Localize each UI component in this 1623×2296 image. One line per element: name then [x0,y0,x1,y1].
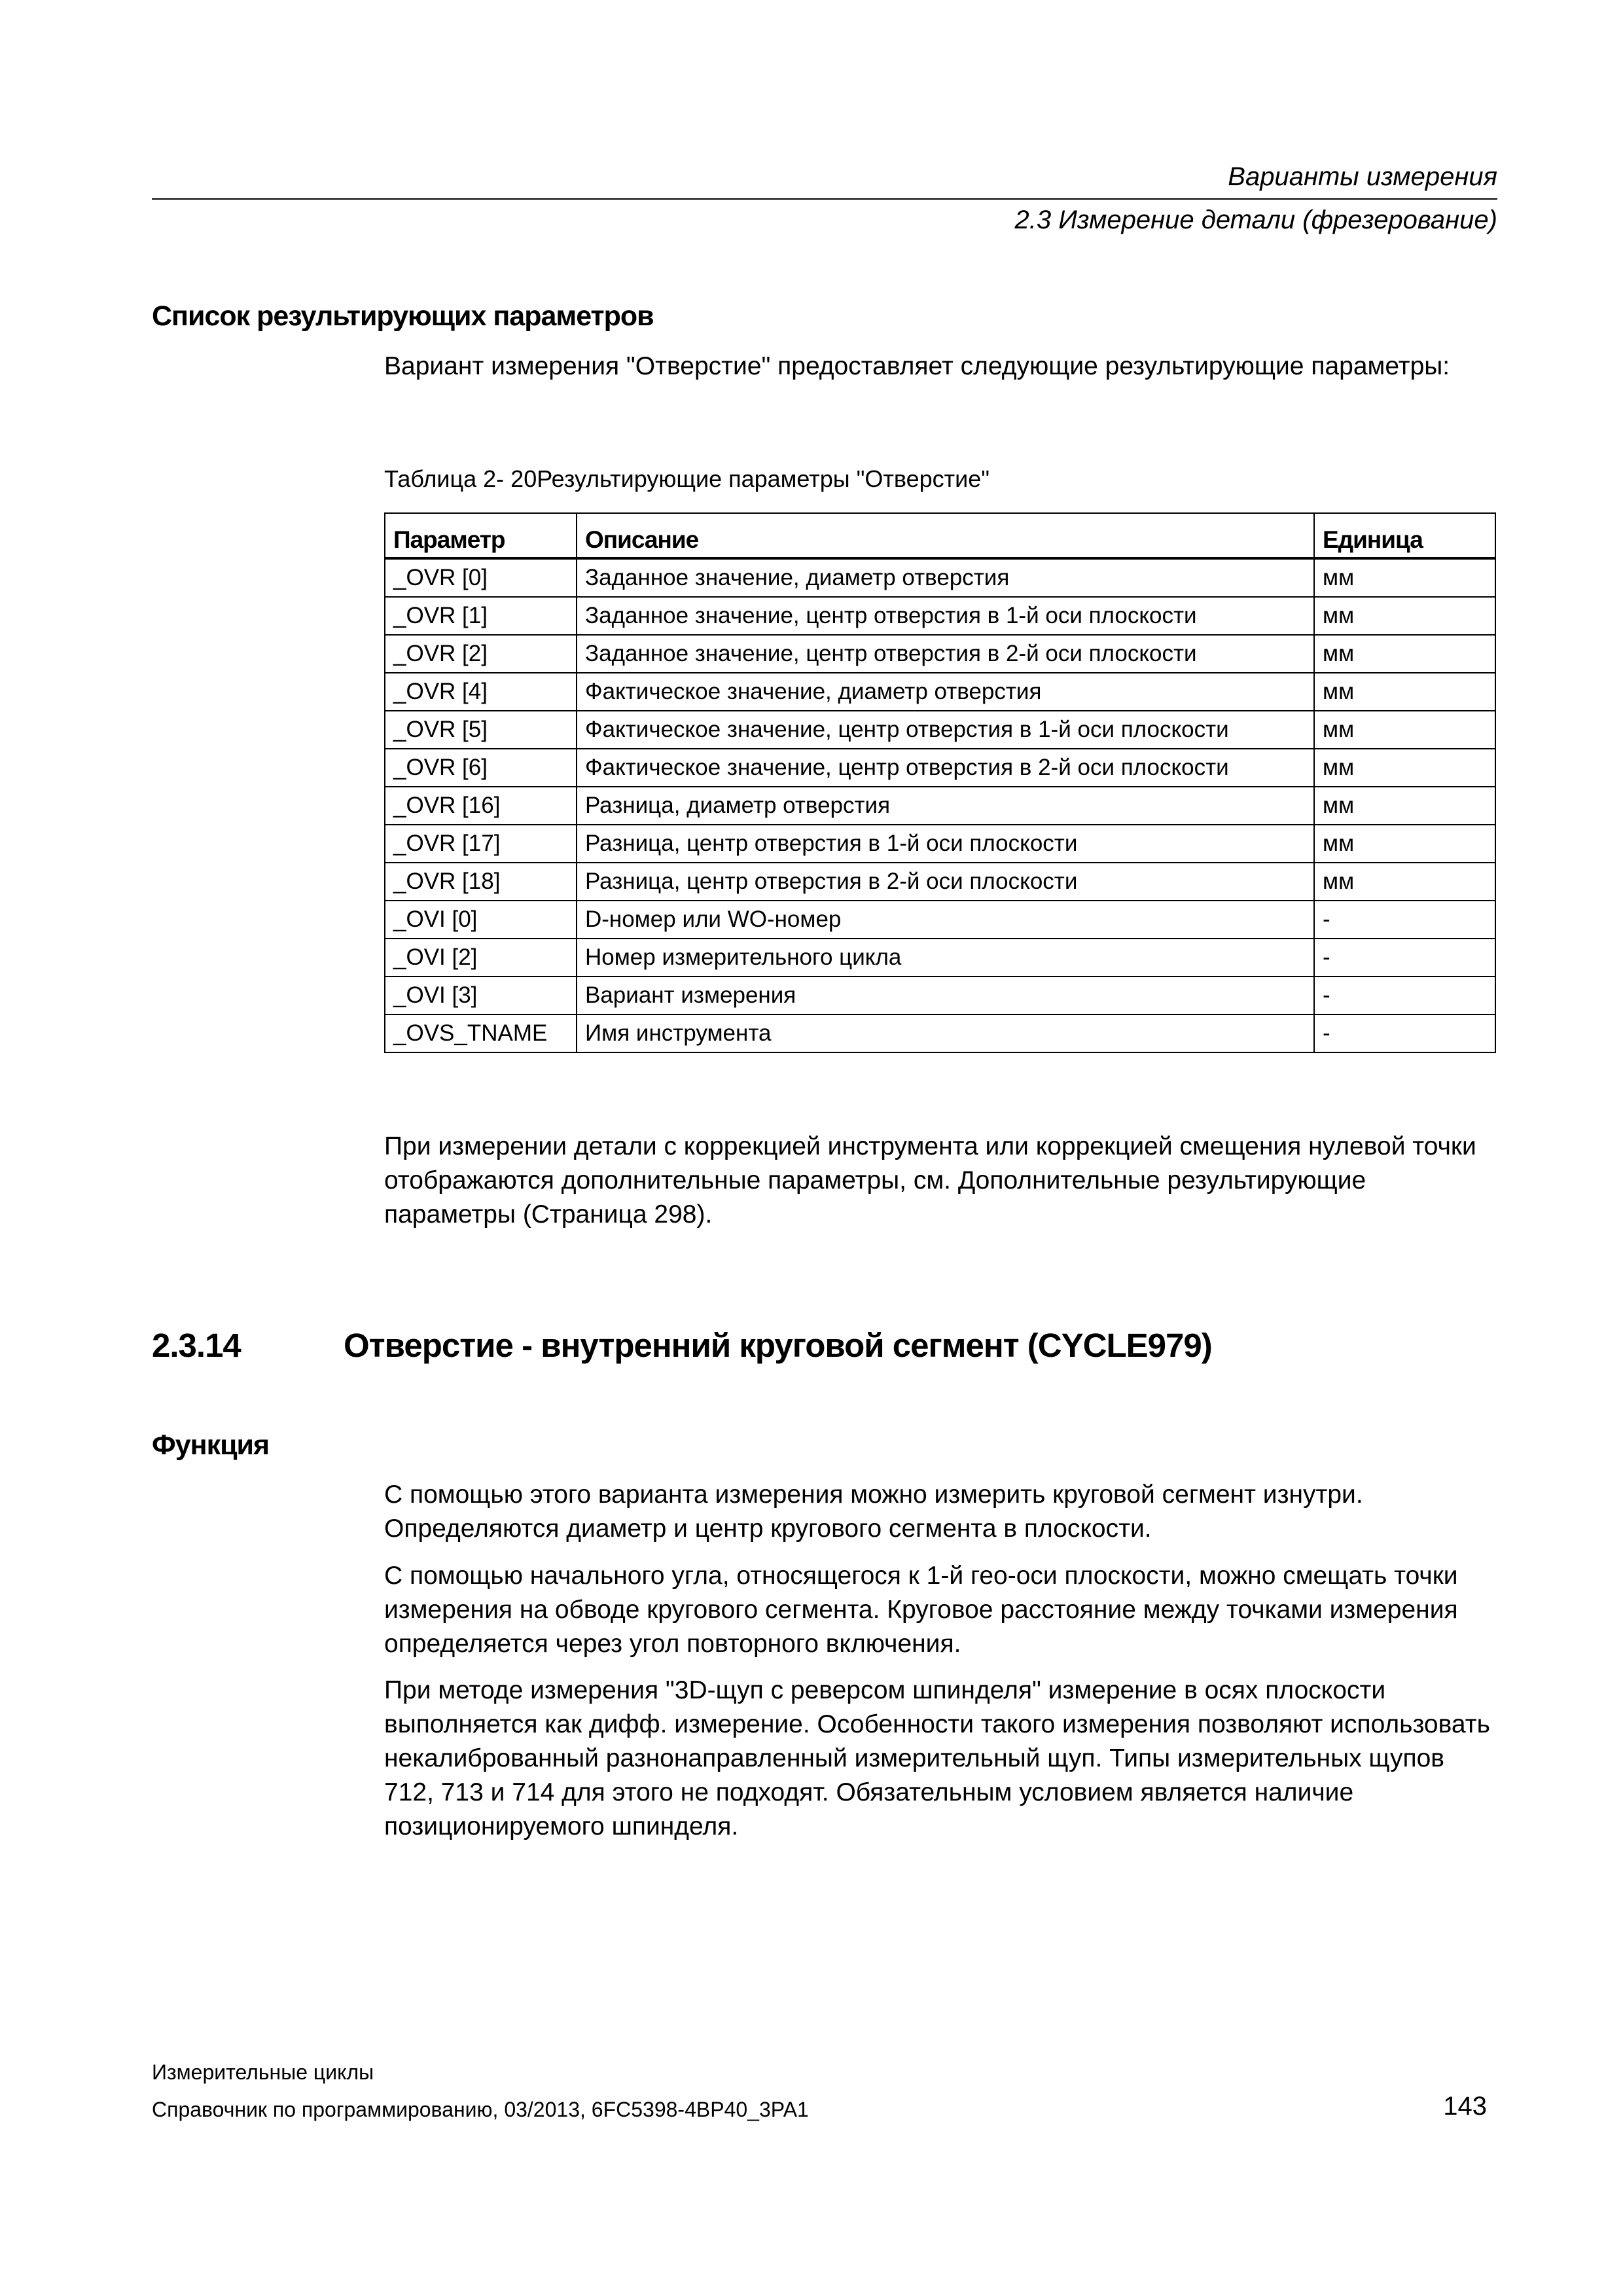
table-row [385,635,1495,673]
cell-parameter: _OVR [6] [385,749,577,787]
cell-description: Заданное значение, центр отверстия в 2-й оси плоскости [577,635,1314,673]
table-row [385,558,1495,597]
table-row [385,825,1495,863]
table-row [385,787,1495,825]
header-rule [152,198,1497,200]
cell-parameter: _OVI [0] [385,901,577,939]
cell-parameter: _OVR [4] [385,673,577,711]
column-header-unit: Единица [1314,513,1495,558]
cell-parameter: _OVR [17] [385,825,577,863]
cell-description: Номер измерительного цикла [577,939,1314,977]
cell-unit: мм [1314,825,1495,863]
table-row [385,749,1495,787]
cell-parameter: _OVR [0] [385,558,577,597]
table-caption: Таблица 2- 20Результирующие параметры "Отверстие" [384,465,990,492]
table-row [385,901,1495,939]
cell-parameter: _OVI [3] [385,977,577,1014]
table-row [385,597,1495,635]
results-note: При измерении детали с коррекцией инструмента или коррекцией смещения нулевой точки отображаются дополнительные параметры, см. Дополнительные результирующие параметры (Страница 298). [384,1132,1476,1229]
cell-parameter: _OVR [18] [385,863,577,901]
column-header-parameter: Параметр [385,513,577,558]
cell-parameter: _OVR [1] [385,597,577,635]
function-paragraph-1: С помощью этого варианта измерения можно измерить круговой сегмент изнутри. Определяются диаметр и центр кругового сегмента в плоскости. [384,1480,1363,1543]
table-row [385,711,1495,749]
cell-description: D-номер или WO-номер [577,901,1314,939]
cell-description: Разница, центр отверстия в 1-й оси плоскости [577,825,1314,863]
cell-unit: мм [1314,711,1495,749]
cell-unit: мм [1314,863,1495,901]
cell-parameter: _OVR [5] [385,711,577,749]
cell-unit: - [1314,901,1495,939]
running-header-chapter: Варианты измерения [1228,162,1497,191]
cell-description: Вариант измерения [577,977,1314,1014]
cell-parameter: _OVS_TNAME [385,1014,577,1052]
cell-description: Имя инструмента [577,1014,1314,1052]
cell-description: Фактическое значение, центр отверстия в 1-й оси плоскости [577,711,1314,749]
cell-parameter: _OVR [16] [385,787,577,825]
cell-description: Фактическое значение, центр отверстия в 2-й оси плоскости [577,749,1314,787]
footer-reference: Справочник по программированию, 03/2013, 6FC5398-4BP40_3PA1 [152,2098,809,2121]
cell-description: Разница, диаметр отверстия [577,787,1314,825]
table-row [385,939,1495,977]
cell-unit: мм [1314,558,1495,597]
table-row [385,1014,1495,1052]
results-intro: Вариант измерения "Отверстие" предоставляет следующие результирующие параметры: [384,352,1450,380]
cell-unit: мм [1314,635,1495,673]
cell-description: Заданное значение, центр отверстия в 1-й оси плоскости [577,597,1314,635]
cell-unit: мм [1314,749,1495,787]
cell-unit: мм [1314,673,1495,711]
table-row [385,977,1495,1014]
page-number: 143 [1443,2092,1487,2121]
table-row [385,863,1495,901]
function-paragraph-2: С помощью начального угла, относящегося к 1-й гео-оси плоскости, можно смещать точки измерения на обводе кругового сегмента. Круговое расстояние между точками измерения определяется через угол повторного включения. [384,1562,1458,1658]
cell-unit: - [1314,977,1495,1014]
function-paragraph-3: При методе измерения "3D-щуп с реверсом шпинделя" измерение в осях плоскости выполняется как дифф. измерение. Особенности такого измерения позволяют использовать некалиброванный разнонаправленный измерительный щуп. Типы измерительных щупов 712, 713 и 714 для этого не подходят. Обязательным условием является наличие позиционируемого шпинделя. [384,1676,1490,1840]
cell-unit: - [1314,1014,1495,1052]
results-heading: Список результирующих параметров [152,300,654,332]
function-heading: Функция [152,1429,270,1461]
cell-unit: - [1314,939,1495,977]
table-header-row [385,513,1495,558]
column-header-description: Описание [577,513,1314,558]
cell-unit: мм [1314,787,1495,825]
cell-description: Фактическое значение, диаметр отверстия [577,673,1314,711]
table-row [385,673,1495,711]
cell-parameter: _OVI [2] [385,939,577,977]
results-table [384,512,1496,1053]
cell-unit: мм [1314,597,1495,635]
cell-description: Разница, центр отверстия в 2-й оси плоскости [577,863,1314,901]
section-title: Отверстие - внутренний круговой сегмент (CYCLE979) [344,1327,1212,1364]
footer-title: Измерительные циклы [152,2060,374,2084]
section-number: 2.3.14 [152,1327,241,1364]
cell-description: Заданное значение, диаметр отверстия [577,558,1314,597]
running-header-section: 2.3 Измерение детали (фрезерование) [1014,206,1497,234]
cell-parameter: _OVR [2] [385,635,577,673]
